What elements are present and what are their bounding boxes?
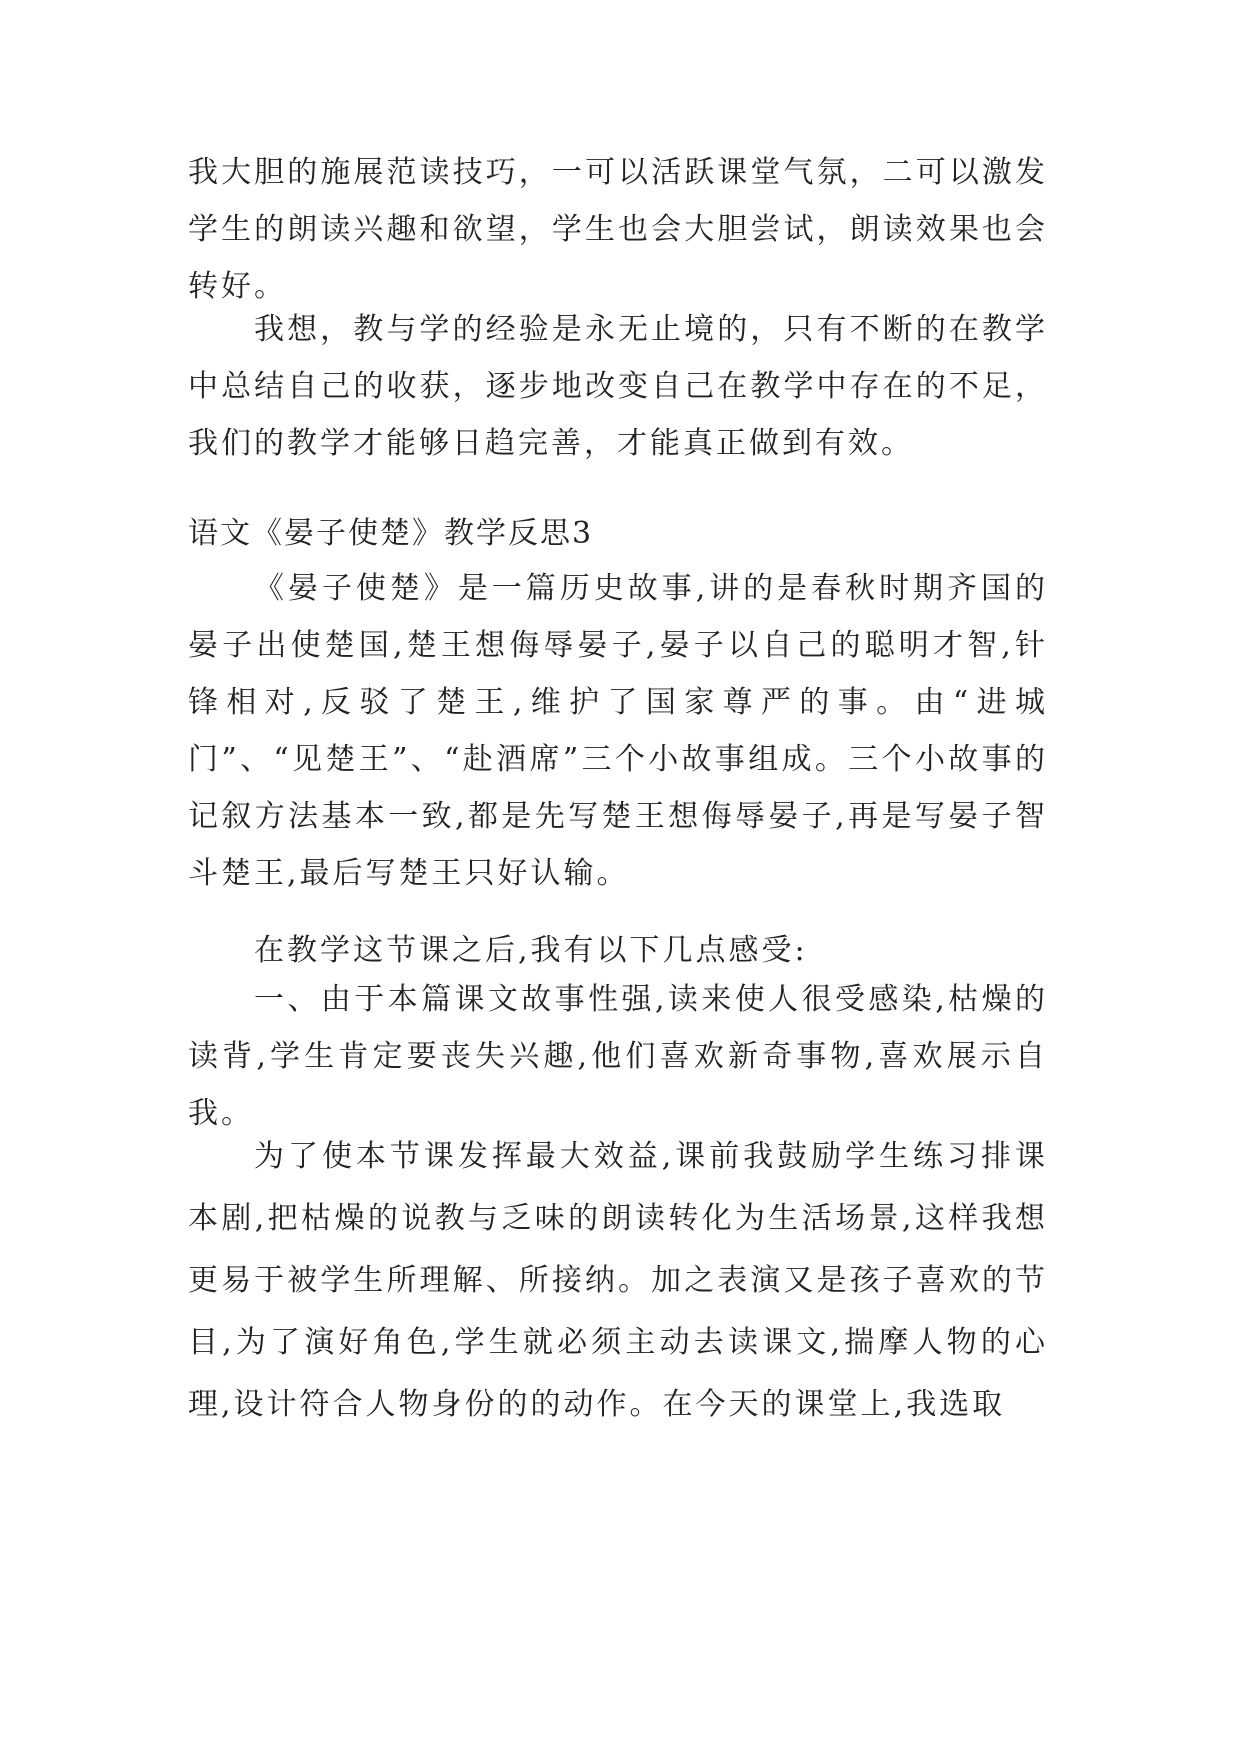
paragraph-feelings-intro: 在教学这节课之后,我有以下几点感受: — [254, 933, 808, 968]
section-heading: 语文《晏子使楚》教学反思3 — [188, 516, 594, 551]
paragraph-teaching-experience: 我想，教与学的经验是永无止境的，只有不断的在教学中总结自己的收获，逐步地改变自己在教学中存在的不足，我们的教学才能够日趋完善，才能真正做到有效。 — [188, 312, 1048, 461]
paragraph-story-summary: 《晏子使楚》是一篇历史故事,讲的是春秋时期齐国的晏子出使楚国,楚王想侮辱晏子,晏子以自己的聪明才智,针锋相对,反驳了楚王,维护了国家尊严的事。由“进城门”、“见楚王”、“赴酒席”三个小故事组成。三个小故事的记叙方法基本一致,都是先写楚王想侮辱晏子,再是写晏子智斗楚王,最后写楚王只好认输。 — [188, 571, 1048, 891]
paragraph-reading-skills: 我大胆的施展范读技巧，一可以活跃课堂气氛，二可以激发学生的朗读兴趣和欲望，学生也会大胆尝试，朗读效果也会转好。 — [188, 155, 1048, 304]
paragraph-point-one: 一、由于本篇课文故事性强,读来使人很受感染,枯燥的读背,学生肯定要丧失兴趣,他们喜欢新奇事物,喜欢展示自我。 — [188, 982, 1048, 1131]
paragraph-class-play: 为了使本节课发挥最大效益,课前我鼓励学生练习排课本剧,把枯燥的说教与乏味的朗读转化为生活场景,这样我想更易于被学生所理解、所接纳。加之表演又是孩子喜欢的节目,为了演好角色,学生就必须主动去读课文,揣摩人物的心理,设计符合人物身份的的动作。在今天的课堂上,我选取 — [188, 1139, 1048, 1422]
